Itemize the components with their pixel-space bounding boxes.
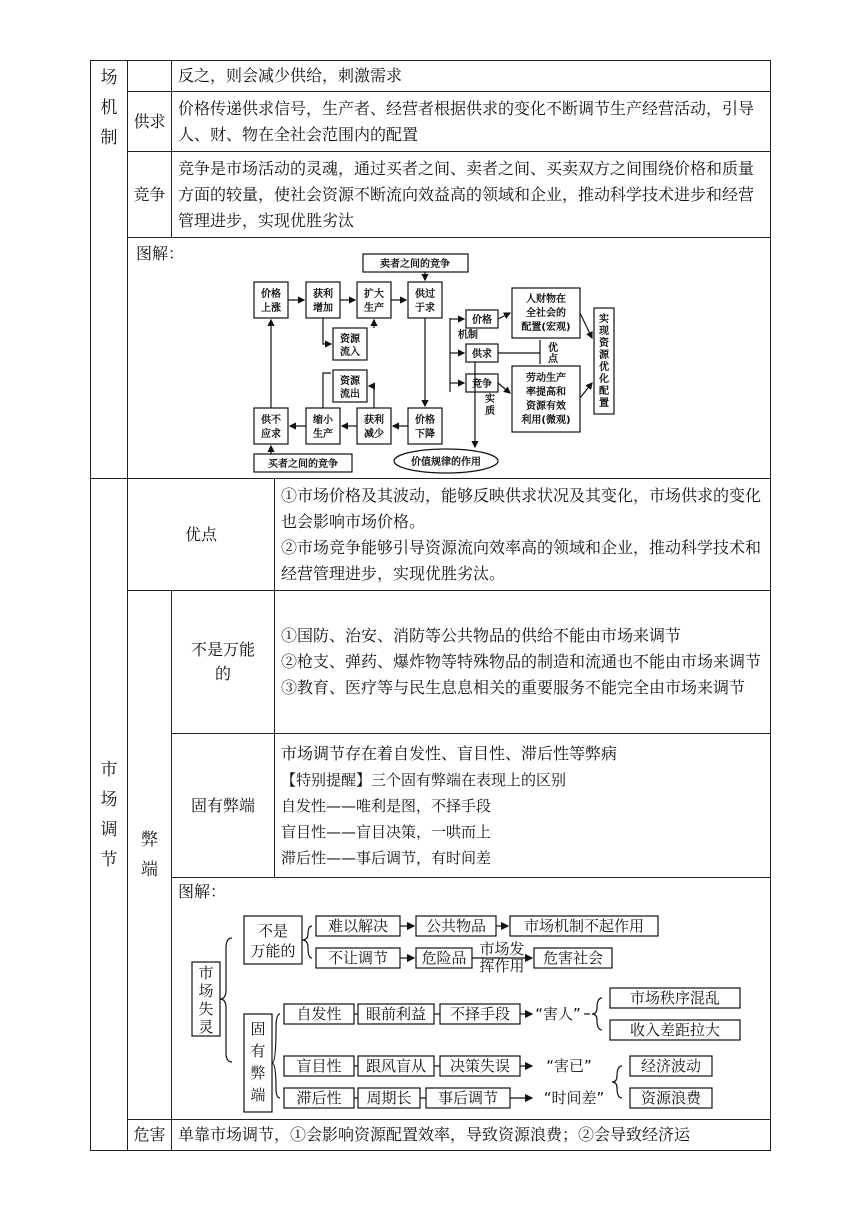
harm-label: 危害 (128, 1120, 172, 1151)
harm-text: 单靠市场调节，①会影响资源配置效率，导致资源浪费；②会导致经济运 (172, 1120, 771, 1151)
not-omni-items (275, 591, 771, 734)
r2-a: 不让调节 (327, 949, 389, 967)
r5-d: “时间差” (543, 1089, 605, 1107)
r5-b: 周期长 (366, 1089, 412, 1107)
merit-c2: 点 (548, 354, 558, 365)
mechanism-side-char: 制 (100, 128, 118, 148)
special-note: 【特别提醒】三个固有弊端在表现上的区别 (281, 770, 567, 789)
inherent-item: 滞后性——事后调节，有时间差 (281, 848, 492, 867)
root-c: 场 (198, 982, 214, 1000)
not-omni-label-text: 不是万能的 (190, 640, 255, 683)
realize-c: 置 (599, 398, 609, 409)
r4-b: 跟风盲从 (365, 1057, 427, 1075)
r3-a: 自发性 (296, 1005, 342, 1023)
macro-l1: 人财物在 (526, 294, 566, 305)
realize-c: 优 (599, 362, 609, 373)
r5-a: 滞后性 (296, 1089, 342, 1107)
diagram-label: 图解： (136, 244, 185, 263)
price-up-l1: 价格 (261, 289, 281, 300)
res-in-l1: 资源 (340, 334, 360, 345)
supply-label: 供求 (128, 92, 172, 152)
not-omni-item: ②枪支、弹药、爆炸物等特殊物品的制造和流通也不能由市场来调节 (281, 652, 762, 671)
regulation-side-label (91, 479, 128, 1151)
realize-c: 实 (599, 314, 609, 325)
competition-label: 竞争 (128, 152, 172, 238)
undersupply-l1: 供不 (261, 415, 281, 426)
profit-up-l2: 增加 (313, 303, 333, 314)
r45-out-1: 经济波动 (640, 1057, 702, 1075)
r5-c: 事后调节 (437, 1089, 499, 1107)
inherent-c: 弊 (250, 1064, 266, 1082)
price-down-l1: 价格 (415, 415, 435, 426)
inherent-label: 固有弊端 (172, 734, 275, 878)
r4-a: 盲目性 (296, 1057, 342, 1075)
advantage-items (275, 479, 771, 591)
bottom-caption: 买者之间的竞争 (268, 459, 338, 470)
regulation-side-char: 场 (100, 789, 118, 810)
market-mechanism-diagram (128, 238, 768, 478)
inherent-c: 有 (250, 1042, 266, 1060)
r2-arrow-l2: 挥作用 (479, 957, 525, 975)
diagram-label-2: 图解： (178, 882, 227, 901)
undersupply-l2: 应求 (261, 429, 281, 440)
mechanism-side-char: 场 (100, 68, 118, 88)
shrink-l1: 缩小 (313, 415, 333, 426)
micro-l1: 劳动生产 (526, 373, 566, 384)
macro-l2: 全社会的 (526, 308, 566, 319)
profit-up-l1: 获利 (313, 289, 333, 300)
r1-c: 市场机制不起作用 (523, 917, 645, 935)
market-failure-diagram (172, 878, 768, 1118)
continued-text: 反之，则会减少供给，刺激需求 (172, 61, 771, 92)
advantage-item: ②市场竞争能够引导资源流向效率高的领域和企业，推动科学技术和经营管理进步，实现优胜劣汰。 (281, 537, 762, 583)
res-out-l1: 资源 (340, 376, 360, 387)
r2-arrow-l1: 市场发 (479, 940, 525, 958)
realize-c: 现 (599, 326, 609, 337)
inherent-item: 自发性——唯利是图，不择手段 (281, 796, 492, 815)
r1-b: 公共物品 (425, 917, 487, 935)
mechanism-diagram-cell (128, 238, 771, 479)
root-c: 灵 (198, 1018, 214, 1036)
shrink-l2: 生产 (313, 429, 333, 440)
document-page (90, 60, 770, 1151)
advantage-label: 优点 (128, 479, 275, 591)
profit-down-l2: 减少 (364, 429, 384, 440)
r45-out-2: 资源浪费 (640, 1089, 702, 1107)
value-law-text: 价值规律的作用 (411, 457, 481, 468)
res-out-l2: 流出 (340, 389, 360, 400)
inherent-intro: 市场调节存在着自发性、盲目性、滞后性等弊病 (281, 743, 618, 763)
r2-b: 危险品 (421, 949, 467, 967)
macro-l3: 配置(宏观) (521, 322, 571, 333)
expand-l1: 扩大 (364, 289, 384, 300)
r4-c: 决策失误 (449, 1057, 511, 1075)
micro-l3: 资源有效 (526, 401, 566, 412)
r3-b: 眼前利益 (365, 1005, 427, 1023)
knowledge-table (90, 60, 771, 1151)
not-omni-item: ①国防、治安、消防等公共物品的供给不能由市场来调节 (281, 626, 682, 645)
inherent-items (275, 734, 771, 878)
realize-c: 化 (599, 374, 609, 385)
micro-l4: 利用(微观) (521, 415, 571, 426)
not-omni-l1: 不是 (257, 922, 289, 940)
oversupply-l1: 供过 (415, 289, 435, 300)
mechanism-word: 机制 (458, 330, 478, 341)
supply-text: 价格传递供求信号，生产者、经营者根据供求的变化不断调节生产经营活动，引导人、财、物在全社会范围内的配置 (172, 92, 771, 152)
price-up-l2: 上涨 (261, 303, 281, 314)
profit-down-l1: 获利 (364, 415, 384, 426)
m-price-text: 价格 (472, 315, 492, 326)
regulation-side-char: 市 (100, 759, 118, 780)
inherent-c: 端 (250, 1086, 266, 1104)
root-c: 市 (198, 964, 214, 982)
not-omni-l2: 万能的 (250, 942, 296, 960)
regulation-side-char: 节 (100, 849, 118, 870)
m-supply-text: 供求 (472, 349, 492, 360)
micro-l2: 率提高和 (526, 387, 566, 398)
not-omni-item: ③教育、医疗等与民生息息相关的重要服务不能完全由市场来调节 (281, 678, 746, 697)
r3-out-2: 收入差距拉大 (629, 1021, 721, 1039)
root-c: 失 (198, 1000, 214, 1018)
essence-c1: 实 (485, 394, 495, 405)
not-omni-label (172, 591, 275, 734)
r1-a: 难以解决 (327, 917, 389, 935)
mechanism-side-char: 机 (100, 98, 118, 118)
oversupply-l2: 于求 (415, 303, 435, 314)
r3-d: “害人” (535, 1005, 581, 1023)
essence-c2: 质 (485, 406, 495, 417)
r2-c: 危害社会 (542, 949, 604, 967)
failure-diagram-cell (172, 878, 771, 1120)
r3-c: 不择手段 (449, 1005, 511, 1023)
expand-l2: 生产 (364, 303, 384, 314)
drawback-char: 弊 (141, 830, 158, 850)
competition-text: 竞争是市场活动的灵魂，通过买者之间、卖者之间、买卖双方之间围绕价格和质量方面的较量，使社会资源不断流向效益高的领域和企业，推动科学技术进步和经营管理进步，实现优胜劣汰 (172, 152, 771, 238)
m-comp-text: 竞争 (472, 379, 492, 390)
top-caption: 卖者之间的竞争 (380, 259, 450, 270)
advantage-item: ①市场价格及其波动，能够反映供求状况及其变化，市场供求的变化也会影响市场价格。 (281, 485, 762, 531)
empty-label-cell (128, 61, 172, 92)
realize-c: 源 (599, 350, 609, 361)
drawback-char: 端 (141, 860, 158, 880)
realize-c: 配 (599, 386, 609, 397)
res-in-l2: 流入 (340, 347, 360, 358)
r4-d: “害已” (546, 1057, 592, 1075)
inherent-item: 盲目性——盲目决策，一哄而上 (281, 822, 492, 841)
realize-c: 资 (599, 338, 609, 349)
mechanism-side-label (91, 61, 128, 479)
drawback-label (128, 591, 172, 1120)
price-down-l2: 下降 (415, 429, 435, 440)
merit-c1: 优 (548, 343, 558, 354)
r3-out-1: 市场秩序混乱 (629, 989, 721, 1007)
regulation-side-char: 调 (100, 819, 118, 840)
inherent-c: 固 (250, 1020, 266, 1038)
